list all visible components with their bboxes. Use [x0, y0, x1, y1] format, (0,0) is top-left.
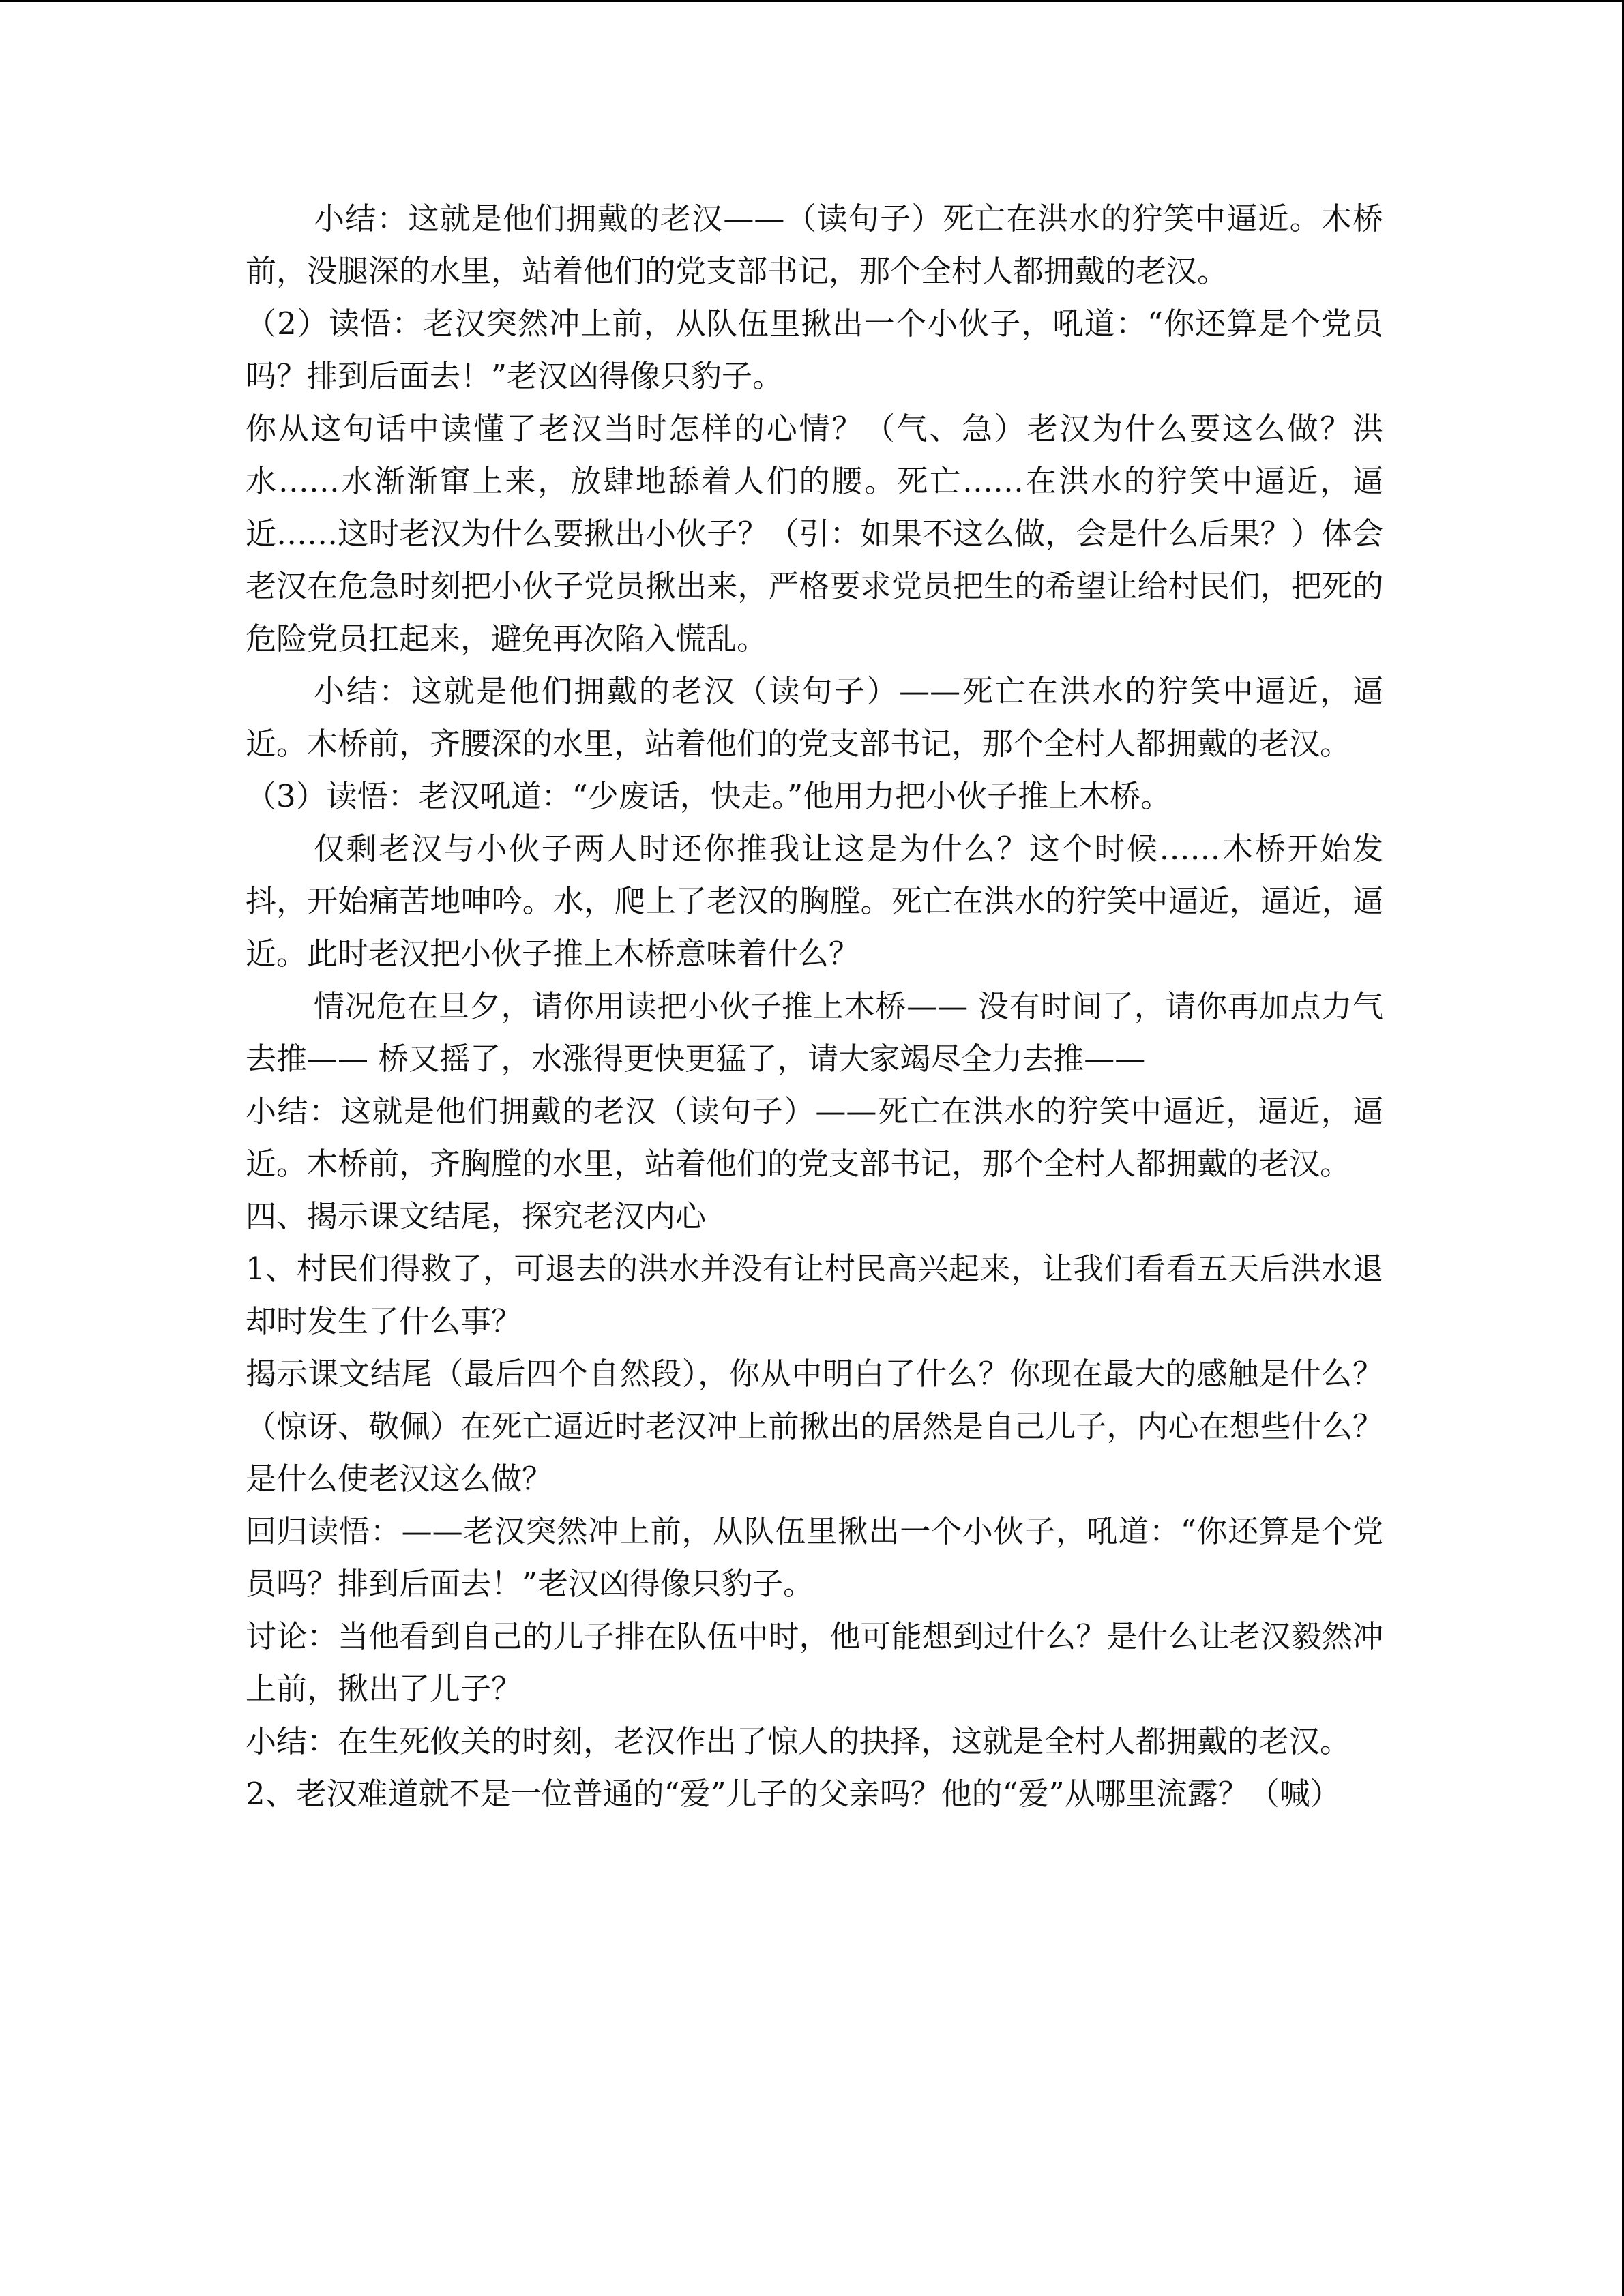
paragraph-summary-3: 小结：这就是他们拥戴的老汉（读句子）——死亡在洪水的狞笑中逼近，逼近，逼近。木桥前，齐胸膛的水里，站着他们的党支部书记，那个全村人都拥戴的老汉。	[246, 1093, 1383, 1182]
paragraph-question-mood: 你从这句话中读懂了老汉当时怎样的心情？（气、急）老汉为什么要这么做？洪水……水渐渐窜上来，放肆地舔着人们的腰。死亡……在洪水的狞笑中逼近，逼近……这时老汉为什么要揪出小伙子？（引：如果不这么做，会是什么后果？）体会老汉在危急时刻把小伙子党员揪出来，严格要求党员把生的希望让给村民们，把死的危险党员扛起来，避免再次陷入慌乱。	[246, 411, 1383, 657]
paragraph-return-reading: 回归读悟：——老汉突然冲上前，从队伍里揪出一个小伙子，吼道：“你还算是个党员吗？排到后面去！”老汉凶得像只豹子。	[246, 1513, 1383, 1602]
paragraph-summary-4: 小结：在生死攸关的时刻，老汉作出了惊人的抉择，这就是全村人都拥戴的老汉。	[246, 1723, 1351, 1759]
paragraph-item-2: 2、老汉难道就不是一位普通的“爱”儿子的父亲吗？他的“爱”从哪里流露？（喊）	[246, 1776, 1341, 1812]
paragraph-question-push: 仅剩老汉与小伙子两人时还你推我让这是为什么？这个时候……木桥开始发抖，开始痛苦地呻吟。水，爬上了老汉的胸膛。死亡在洪水的狞笑中逼近，逼近，逼近。此时老汉把小伙子推上木桥意味着什么？	[246, 831, 1383, 972]
section-heading-4: 四、揭示课文结尾，探究老汉内心	[246, 1198, 707, 1234]
paragraph-item-1: 1、村民们得救了，可退去的洪水并没有让村民高兴起来，让我们看看五天后洪水退却时发生了什么事？	[246, 1251, 1383, 1339]
paragraph-read-aloud: 情况危在旦夕，请你用读把小伙子推上木桥—— 没有时间了，请你再加点力气去推—— 桥又摇了，水涨得更快更猛了，请大家竭尽全力去推——	[246, 988, 1383, 1077]
page-top-border	[0, 0, 1624, 2]
paragraph-discussion: 讨论：当他看到自己的儿子排在队伍中时，他可能想到过什么？是什么让老汉毅然冲上前，揪出了儿子？	[246, 1618, 1383, 1707]
paragraph-summary-2: 小结：这就是他们拥戴的老汉（读句子）——死亡在洪水的狞笑中逼近，逼近。木桥前，齐腰深的水里，站着他们的党支部书记，那个全村人都拥戴的老汉。	[246, 673, 1383, 762]
document-body	[246, 192, 1383, 1820]
paragraph-reading-2: （2）读悟：老汉突然冲上前，从队伍里揪出一个小伙子，吼道：“你还算是个党员吗？排到后面去！”老汉凶得像只豹子。	[246, 305, 1383, 394]
paragraph-reveal-ending: 揭示课文结尾（最后四个自然段），你从中明白了什么？你现在最大的感触是什么？（惊讶、敬佩）在死亡逼近时老汉冲上前揪出的居然是自己儿子，内心在想些什么？是什么使老汉这么做？	[246, 1356, 1383, 1497]
paragraph-summary-1: 小结：这就是他们拥戴的老汉——（读句子）死亡在洪水的狞笑中逼近。木桥前，没腿深的水里，站着他们的党支部书记，那个全村人都拥戴的老汉。	[246, 200, 1383, 289]
paragraph-reading-3: （3）读悟：老汉吼道：“少废话，快走。”他用力把小伙子推上木桥。	[246, 778, 1172, 814]
